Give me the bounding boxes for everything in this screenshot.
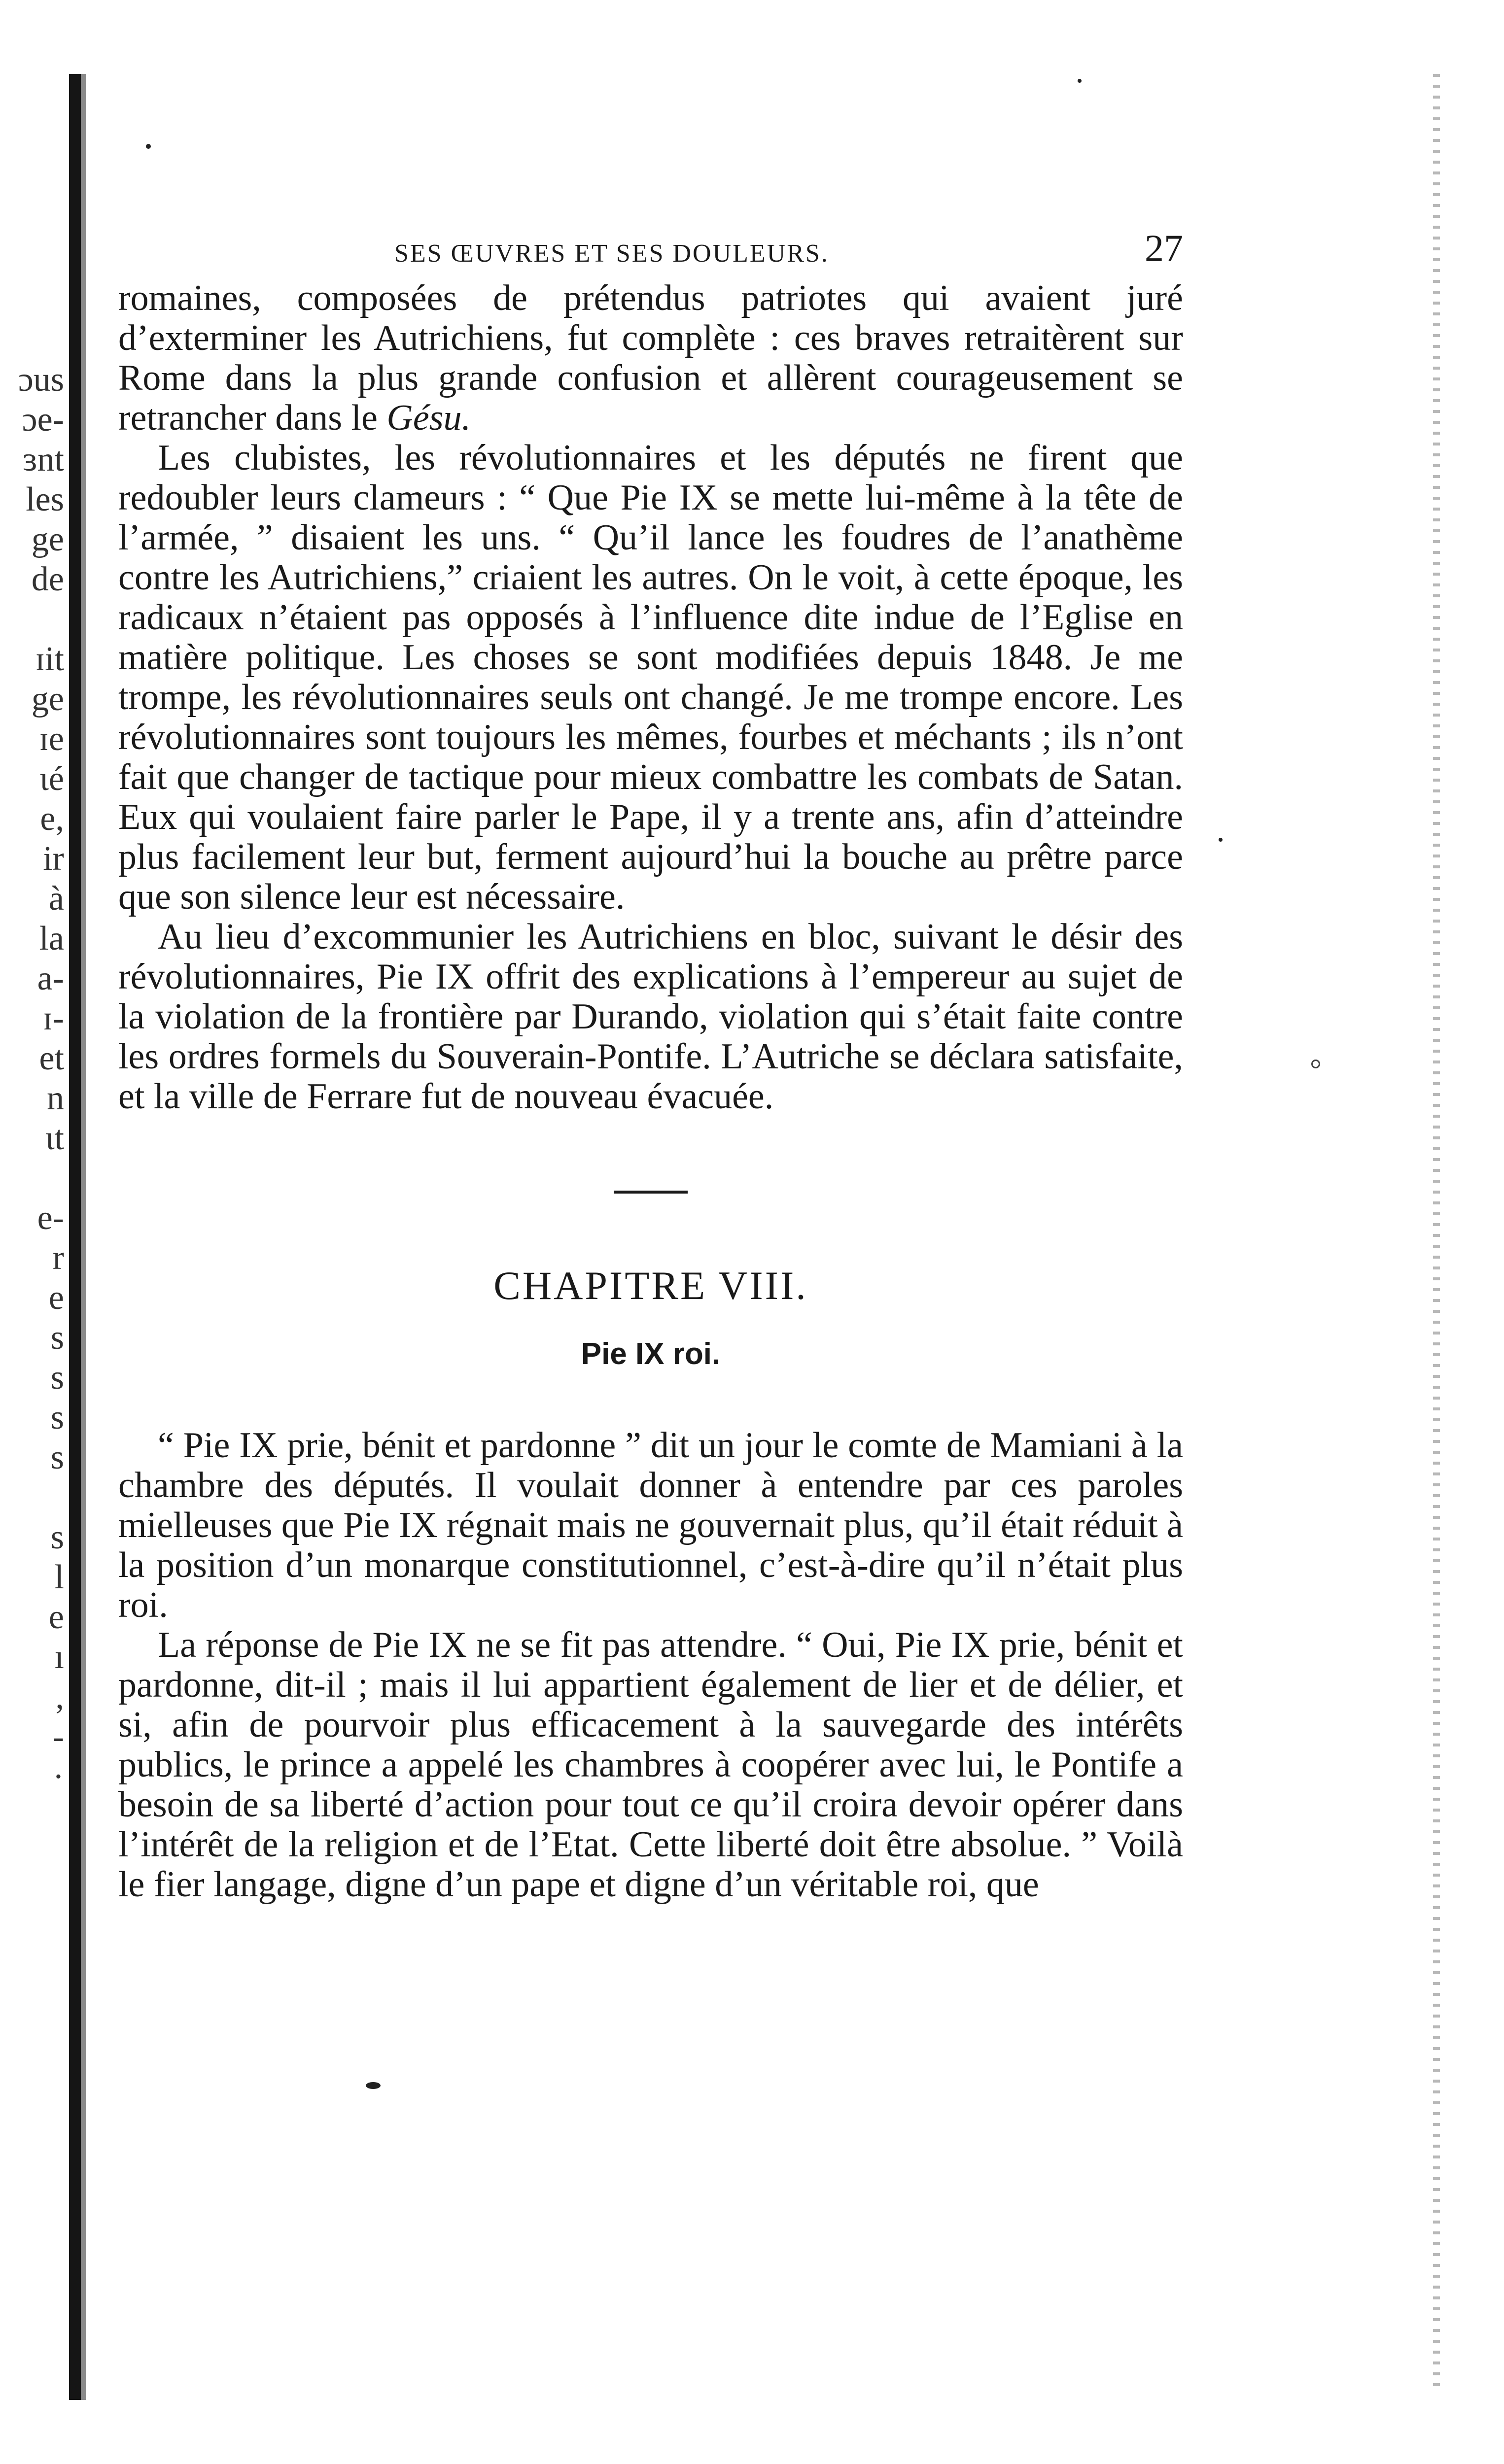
margin-fragment: n (47, 1079, 64, 1117)
italic-term: Gésu. (386, 398, 471, 438)
margin-fragment (0, 1158, 64, 1198)
paragraph: Au lieu d’excommunier les Autrichiens en bloc, suivant le désir des révolutionnaires, Pie IX offrit des explications à l’empereur au sujet de la violation de la frontière par Durando, violation qui s’était faite contre les ordres formels du Souverain-Pontife. L’Autriche se déclara satisfaite, et la ville de Ferrare fut de nouveau évacuée. (118, 917, 1183, 1117)
margin-fragment: s (50, 1438, 64, 1476)
margin-fragment: e (48, 1598, 64, 1636)
margin-fragment: à (48, 880, 64, 918)
margin-fragment: et (39, 1039, 64, 1077)
book-page (118, 224, 1183, 1905)
facing-page-edge (1433, 74, 1440, 2390)
margin-fragment: l (54, 1558, 64, 1596)
speck (146, 144, 151, 149)
chapter-subtitle: Pie IX roi. (581, 1337, 721, 1371)
section-divider (614, 1191, 688, 1194)
paragraph-text: romaines, composées de prétendus patriotes qui avaient juré d’exterminer les Autrichiens, fut complète : ces braves retraitèrent sur Rome dans la plus grande confusion et allèrent courageusement se retrancher dans le (118, 278, 1183, 438)
margin-fragment: - (52, 1718, 64, 1756)
page-number: 27 (1145, 227, 1183, 270)
margin-fragment: s (50, 1518, 64, 1556)
margin-fragment: de (31, 560, 64, 598)
margin-fragment: a- (37, 959, 64, 997)
margin-fragment: e, (40, 800, 64, 838)
margin-fragment: la (39, 920, 64, 958)
margin-fragment: ɩé (39, 760, 64, 798)
speck (1219, 838, 1223, 842)
margin-fragment: ɪ- (43, 999, 64, 1037)
margin-fragment (0, 599, 64, 639)
margin-fragment: ir (43, 840, 64, 878)
paragraph: La réponse de Pie IX ne se fit pas attendre. “ Oui, Pie IX prie, bénit et pardonne, dit-il ; mais il lui appartient également de lier et de délier, et si, afin de pourvoir plus efficacement à la sauvegarde des intérêts publics, le prince a appelé les chambres à coopérer avec lui, le Pontife a besoin de sa liberté d’action pour tout ce qu’il croira devoir opérer dans l’intérêt de la religion et de l’Etat. Cette liberté doit être absolue. ” Voilà le fier langage, digne d’un pape et digne d’un véritable roi, que (118, 1625, 1183, 1905)
running-head (118, 224, 1183, 278)
paragraph: “ Pie IX prie, bénit et pardonne ” dit un jour le comte de Mamiani à la chambre des députés. Il voulait donner à entendre par ces paroles mielleuses que Pie IX régnait mais ne gouvernait plus, qu’il était réduit à la position d’un monarque constitutionnel, c’est-à-dire qu’il n’était plus roi. (118, 1425, 1183, 1625)
margin-fragment: ge (31, 680, 64, 718)
margin-fragment: · (52, 1758, 64, 1796)
margin-fragment: s (50, 1359, 64, 1397)
margin-fragment: s (50, 1399, 64, 1437)
margin-fragment (0, 1477, 64, 1517)
margin-fragment: e- (37, 1199, 64, 1237)
margin-fragment: ge (31, 520, 64, 558)
margin-fragment: ɪit (35, 640, 64, 678)
adjacent-page-fragments (0, 360, 64, 1797)
margin-fragment: ɔe- (22, 401, 64, 439)
margin-fragment: ɔus (18, 361, 64, 399)
margin-fragment: r (52, 1239, 64, 1277)
speck (1078, 79, 1082, 83)
chapter-title: CHAPITRE VIII. (493, 1263, 808, 1308)
running-title: SES ŒUVRES ET SES DOULEURS. (394, 240, 829, 268)
margin-fragment: , (55, 1678, 64, 1716)
margin-fragment: s (50, 1319, 64, 1357)
margin-fragment: ı (54, 1638, 64, 1676)
paragraph: Les clubistes, les révolutionnaires et les députés ne firent que redoubler leurs clameurs : “ Que Pie IX se mette lui-même à la tête de l’armée, ” disaient les uns. “ Qu’il lance les foudres de l’anathème contre les Autrichiens,” criaient les autres. On le voit, à cette époque, les radicaux n’étaient pas opposés à l’influence dite indue de l’Eglise en matière politique. Les choses se sont modifiées depuis 1848. Je me trompe, les révolutionnaires seuls ont changé. Je me trompe encore. Les révolutionnaires sont toujours les mêmes, fourbes et méchants ; ils n’ont fait que changer de tactique pour mieux combattre les combats de Satan. Eux qui voulaient faire parler le Pape, il y a trente ans, afin d’atteindre plus facilement leur but, ferment aujourd’hui la bouche au prêtre parce que son silence leur est nécessaire. (118, 438, 1183, 917)
binding-shadow (81, 74, 86, 2400)
paragraph-continued (118, 278, 1183, 438)
binding-edge (69, 74, 81, 2400)
margin-fragment: les (26, 480, 64, 518)
speck (1311, 1060, 1320, 1068)
margin-fragment: ɩt (45, 1119, 64, 1157)
margin-fragment: e (48, 1279, 64, 1317)
margin-fragment: ɜnt (23, 441, 64, 479)
margin-fragment: ɪe (39, 720, 64, 758)
speck (366, 2082, 381, 2089)
